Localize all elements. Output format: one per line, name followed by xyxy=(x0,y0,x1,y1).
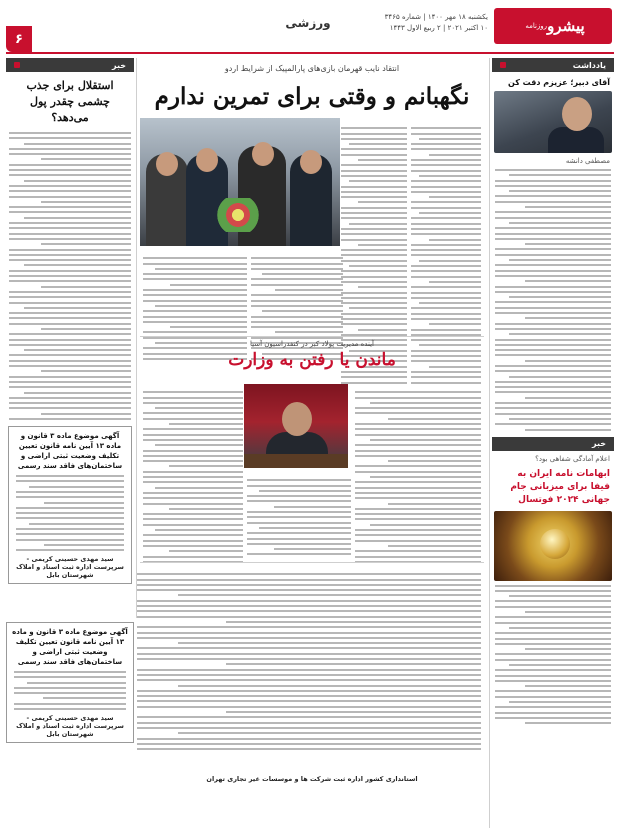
left-article-text xyxy=(9,132,131,420)
main-kicker: انتقاد نایب قهرمان بازی‌های پارالمپیک از شرایط اردو xyxy=(224,64,400,73)
legal-notice-1-title: آگهی موضوع ماده ۳ قانون و ماده ۱۳ آیین نامه قانون تعیین تکلیف وضعیت ثبتی اراضی و ساختمان‌های فاقد سند رسمی xyxy=(17,432,123,471)
right-column xyxy=(492,58,614,828)
legal-notice-1-signature: سید مهدی حسینی کریمی - سرپرست اداره ثبت اسناد و املاک شهرستان بابل xyxy=(16,555,124,580)
header-divider xyxy=(6,52,614,54)
bottom-company-notice xyxy=(142,772,482,783)
newspaper-logo xyxy=(494,8,612,44)
note-tag: یادداشت xyxy=(572,60,606,70)
legal-notice-2-signature: سید مهدی حسینی کریمی - سرپرست اداره ثبت اسناد و املاک شهرستان بابل xyxy=(16,714,124,739)
section-divider xyxy=(140,336,484,337)
legal-notice-2-text xyxy=(14,671,126,710)
futsal-trophy-image xyxy=(494,511,612,581)
sub-article-header xyxy=(140,340,484,372)
left-headline: استقلال برای جذب چشمی چقدر پول می‌دهد؟ xyxy=(26,79,114,124)
issue-line-1: یکشنبه ۱۸ مهر ۱۴۰۰ | شماره ۳۴۶۵ xyxy=(384,13,488,21)
official-at-desk-photo xyxy=(244,384,348,468)
legal-notice-2-title: آگهی موضوع ماده ۳ قانون و ماده ۱۳ آیین نامه قانون تعیین تکلیف وضعیت ثبتی اراضی و ساختمان‌های فاقد سند رسمی xyxy=(12,628,128,666)
left-news-tag-bar xyxy=(6,58,134,72)
company-notice-footer: استانداری کشور اداره ثبت شرکت ها و موسسات غیر تجاری تهران xyxy=(206,775,418,783)
legal-notice-1-text xyxy=(16,475,124,551)
sub-headline: ماندن یا رفتن به وزارت xyxy=(228,350,396,370)
legal-notice-1 xyxy=(8,426,132,584)
news-kicker: اعلام آمادگی شفاهی بود؟ xyxy=(535,454,610,463)
column-divider-right xyxy=(489,58,490,828)
portrait-caption: مصطفی دانشه xyxy=(565,157,610,165)
bottom-left-notices xyxy=(6,622,134,743)
note-title: آقای دبیر؛ عزیزم دقت کن xyxy=(508,78,610,87)
news-tag: خبر xyxy=(591,438,606,448)
news-body-text xyxy=(495,585,611,725)
sub-article-col-1 xyxy=(355,388,481,566)
sub-article-col-3 xyxy=(247,476,351,559)
note-tag-bar xyxy=(492,58,614,72)
tag-square-icon xyxy=(500,62,506,68)
page-number-badge: ۶ xyxy=(6,26,32,52)
main-headline: نگهبانم و وقتی برای تمرین ندارم xyxy=(154,83,470,110)
lower-article-text xyxy=(137,570,481,753)
lower-divider xyxy=(140,562,484,563)
logo-text: پیشرو xyxy=(547,17,585,35)
middle-column xyxy=(140,58,484,828)
sub-article-col-2 xyxy=(143,388,243,566)
left-news-tag: خبر xyxy=(111,60,126,70)
column-divider-left xyxy=(136,58,137,618)
page-header xyxy=(0,0,620,52)
sub-kicker: آینده مدیریت پولاد کبر در کنفدراسیون آسیا xyxy=(249,340,374,348)
news-tag-bar xyxy=(492,437,614,451)
section-title: ورزشی xyxy=(285,16,331,30)
issue-line-2: ۱۰ اکتبر ۲۰۲۱ | ۲ ربیع الاول ۱۴۴۳ xyxy=(389,24,488,32)
wrestlers-group-photo xyxy=(140,118,340,246)
note-body-text xyxy=(495,169,611,431)
legal-notice-2 xyxy=(6,622,134,743)
logo-subtitle: روزنامه xyxy=(525,22,548,30)
news-headline: ابهامات نامه ایران به فیفا برای میزبانی جام جهانی ۲۰۲۴ فوتسال xyxy=(510,468,610,505)
tag-square-icon xyxy=(14,62,20,68)
issue-info xyxy=(348,12,488,34)
author-portrait-image xyxy=(494,91,612,153)
